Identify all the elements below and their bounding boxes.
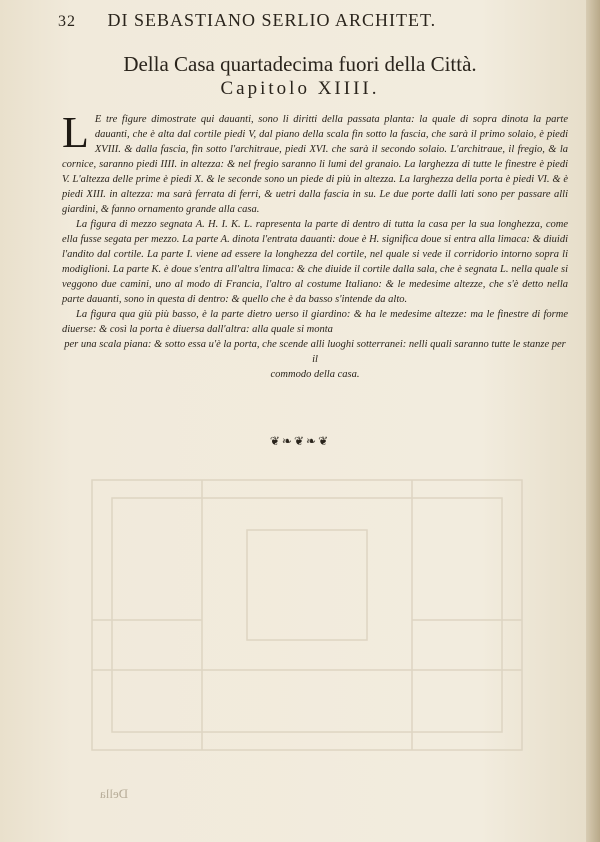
paragraph-3-line-2: per una scala piana: & sotto essa u'è la porta, che scende alli luoghi sotterranei: nelli quali saranno tutte le stanze per il (64, 339, 566, 365)
paragraph-1 (62, 108, 568, 217)
page-number: 32 (58, 13, 76, 30)
drop-cap: L (62, 108, 89, 157)
page-spine-shadow (586, 0, 600, 842)
paragraph-1-text: E tre figure dimostrate qui dauanti, sono li diritti della passata planta: la quale di sopra dinota la parte dauanti, che è alta dal cortile piedi V, dal piano della scala fin sotto la fascia, che sarà il primo solaio, è piedi XVIII. & dalla fascia, fin sotto l'architraue, piedi XVI. che sarà il secondo solaio. L'architraue, il fregio, & la cornice, saranno piedi IIII. in altezza: & nel fregio saranno li lumi del granaio. La larghezza di tutte le finestre è piedi V. L'altezza delle prime è piedi X. & le seconde sono un piede di più in altezza. La larghezza della porta è piedi VI. & è piedi XIII. in altezza: ma sarà ferrata di ferri, & uetri dalla fascia in su. Le due porte dalli lati sono per passare alli giardini, & fanno ornamento grande alla casa. (62, 114, 568, 215)
paragraph-3-line-3: commodo della casa. (270, 369, 360, 380)
chapter-title: Della Casa quartadecima fuori della Città. (123, 52, 477, 76)
paragraph-3-line-1: La figura qua giù più basso, è la parte dietro uerso il giardino: & ha le medesime altezze: ma le finestre di forme diuerse: & così la porta è diuersa dall'altra: alla quale si monta (62, 309, 568, 335)
body-text (62, 108, 568, 382)
faint-plan-bleedthrough (72, 470, 542, 770)
chapter-subtitle: Capitolo XIIII. (220, 78, 380, 99)
fleuron-ornament: ❦❧❦❧❦ (269, 434, 331, 448)
paragraph-2: La figura di mezzo segnata A. H. I. K. L. rapresenta la parte di dentro di tutta la casa per la sua longhezza, come ella fusse segata per mezzo. La parte A. dinota l'entrata dauanti: doue è H. significa doue si entra alla limaca: & diuidi l'andito dal cortile. La parte I. viene ad essere la longhezza del cortile, nel quale si vede il corridorio intorno sopra li modiglioni. La parte K. è doue s'entra all'altra limaca: & che diuide il cortile dalla sala, che è segnata L. nella quale si veggono due camini, uno al modo di Francia, l'altro al costume Italiano: & le medesime altezze, che s'è detto nella parte dauanti, sono in questa di dentro: & quello che è da basso s'intende da alto. (62, 219, 568, 305)
running-head-title: DI SEBASTIANO SERLIO ARCHITET. (107, 10, 437, 30)
bleed-through-text: Della (100, 786, 129, 801)
running-header (58, 10, 538, 31)
